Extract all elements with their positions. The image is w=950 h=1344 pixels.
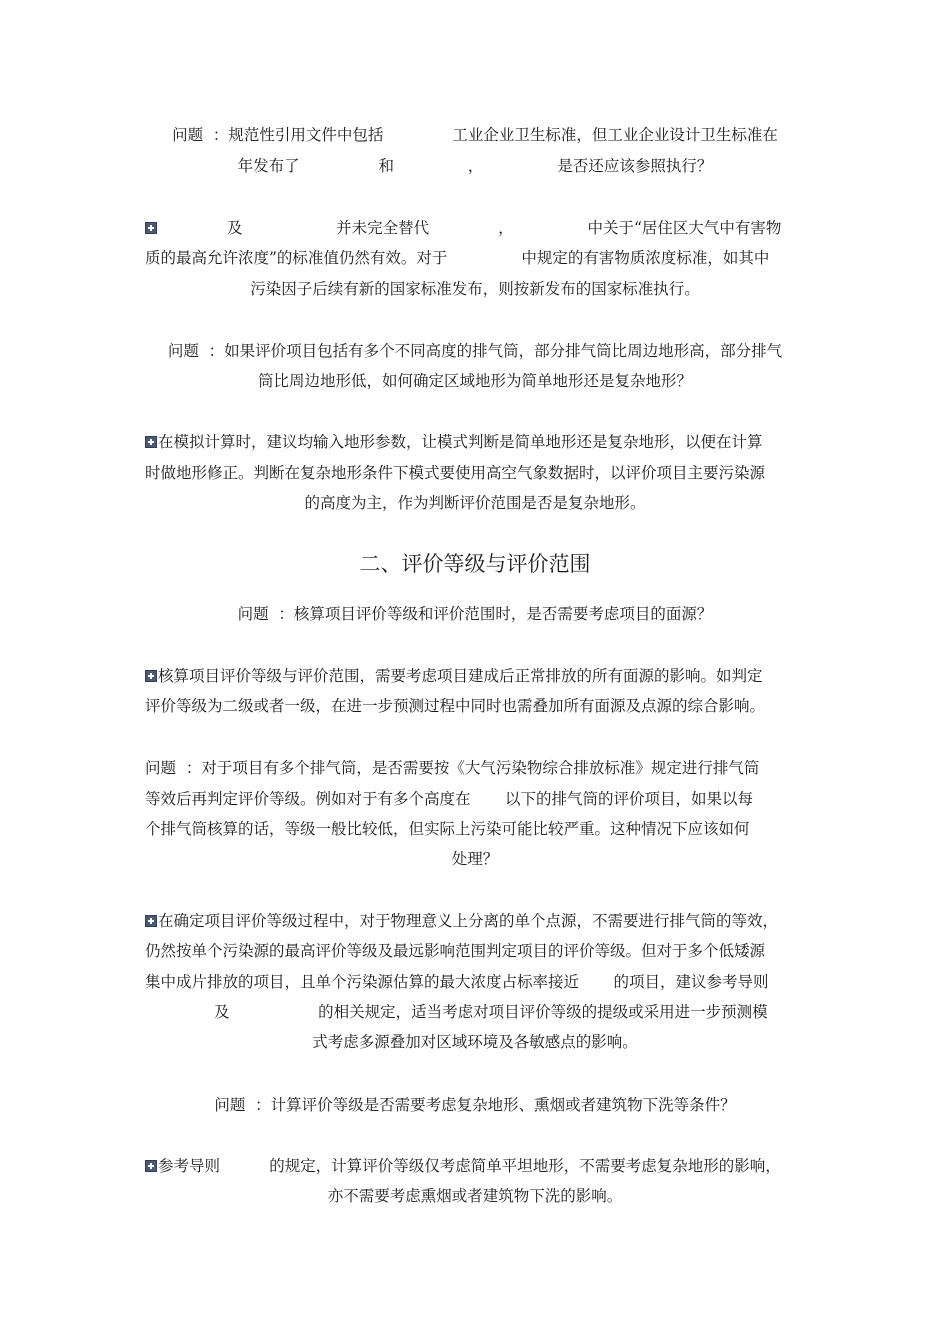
answer-3-line-1-text: 核算项目评价等级与评价范围，需要考虑项目建成后正常排放的所有面源的影响。如判定	[158, 667, 763, 685]
question-1-line-1: 问题 ：规范性引用文件中包括 工业企业卫生标准，但工业企业设计卫生标准在	[172, 126, 778, 144]
answer-4-line-2: 仍然按单个污染源的最高评价等级及最远影响范围判定项目的评价等级。但对于多个低矮源	[145, 942, 766, 960]
answer-2-line-2: 时做地形修正。判断在复杂地形条件下模式要使用高空气象数据时，以评价项目主要污染源	[145, 464, 766, 482]
answer-1-line-3: 污染因子后续有新的国家标准发布，则按新发布的国家标准执行。	[250, 280, 700, 298]
answer-2-line-1-text: 在模拟计算时，建议均输入地形参数，让模式判断是简单地形还是复杂地形，以便在计算	[158, 433, 763, 451]
expand-icon[interactable]	[145, 222, 157, 234]
question-3-line-1: 问题 ：核算项目评价等级和评价范围时，是否需要考虑项目的面源？	[237, 605, 713, 623]
answer-4-line-1	[145, 911, 778, 931]
question-4-line-4: 处理？	[451, 850, 499, 868]
answer-5-line-1	[145, 1156, 781, 1176]
answer-1-line-2: 质的最高允许浓度”的标准值仍然有效。对于 中规定的有害物质浓度标准，如其中	[145, 249, 770, 267]
answer-4-line-1-text: 在确定项目评价等级过程中，对于物理意义上分离的单个点源，不需要进行排气筒的等效，	[158, 912, 779, 930]
expand-icon[interactable]	[145, 1160, 157, 1172]
question-2-line-1: 问题 ：如果评价项目包括有多个不同高度的排气筒，部分排气筒比周边地形高，部分排气	[167, 342, 783, 360]
question-4-line-1: 问题 ：对于项目有多个排气筒，是否需要按《大气污染物综合排放标准》规定进行排气筒	[145, 759, 760, 777]
question-2-line-2: 筒比周边地形低，如何确定区域地形为简单地形还是复杂地形？	[257, 372, 692, 390]
answer-5-line-1-text: 参考导则 的规定，计算评价等级仅考虑简单平坦地形，不需要考虑复杂地形的影响，	[158, 1157, 781, 1175]
answer-2-line-3: 的高度为主，作为判断评价范围是否是复杂地形。	[304, 494, 646, 512]
answer-3-line-1	[145, 666, 763, 686]
section-heading: 二、评价等级与评价范围	[359, 552, 591, 576]
answer-2-line-1	[145, 432, 763, 452]
answer-1-line-1-text: 及 并未完全替代 ， 中关于“居住区大气中有害物	[158, 219, 782, 237]
answer-4-line-5: 式考虑多源叠加对区域环境及各敏感点的影响。	[312, 1033, 638, 1051]
answer-3-line-2: 评价等级为二级或者一级，在进一步预测过程中同时也需叠加所有面源及点源的综合影响。	[145, 697, 766, 715]
expand-icon[interactable]	[145, 436, 157, 448]
question-4-line-2: 等效后再判定评价等级。例如对于有多个高度在 以下的排气筒的评价项目，如果以每	[145, 790, 753, 808]
expand-icon[interactable]	[145, 670, 157, 682]
answer-4-line-4: 及 的相关规定，适当考虑对项目评价等级的提级或采用进一步预测模	[145, 1003, 768, 1021]
question-1-line-2: 年发布了 和 ， 是否还应该参照执行？	[237, 157, 713, 175]
answer-4-line-3: 集中成片排放的项目，且单个污染源估算的最大浓度占标率接近 的项目，建议参考导则	[145, 973, 769, 991]
answer-1-line-1	[145, 218, 781, 238]
question-4-line-3: 个排气筒核算的话，等级一般比较低，但实际上污染可能比较严重。这种情况下应该如何	[145, 820, 750, 838]
answer-5-line-2: 亦不需要考虑熏烟或者建筑物下洗的影响。	[327, 1187, 623, 1205]
expand-icon[interactable]	[145, 915, 157, 927]
question-5-line-1: 问题 ：计算评价等级是否需要考虑复杂地形、熏烟或者建筑物下洗等条件？	[214, 1096, 736, 1114]
